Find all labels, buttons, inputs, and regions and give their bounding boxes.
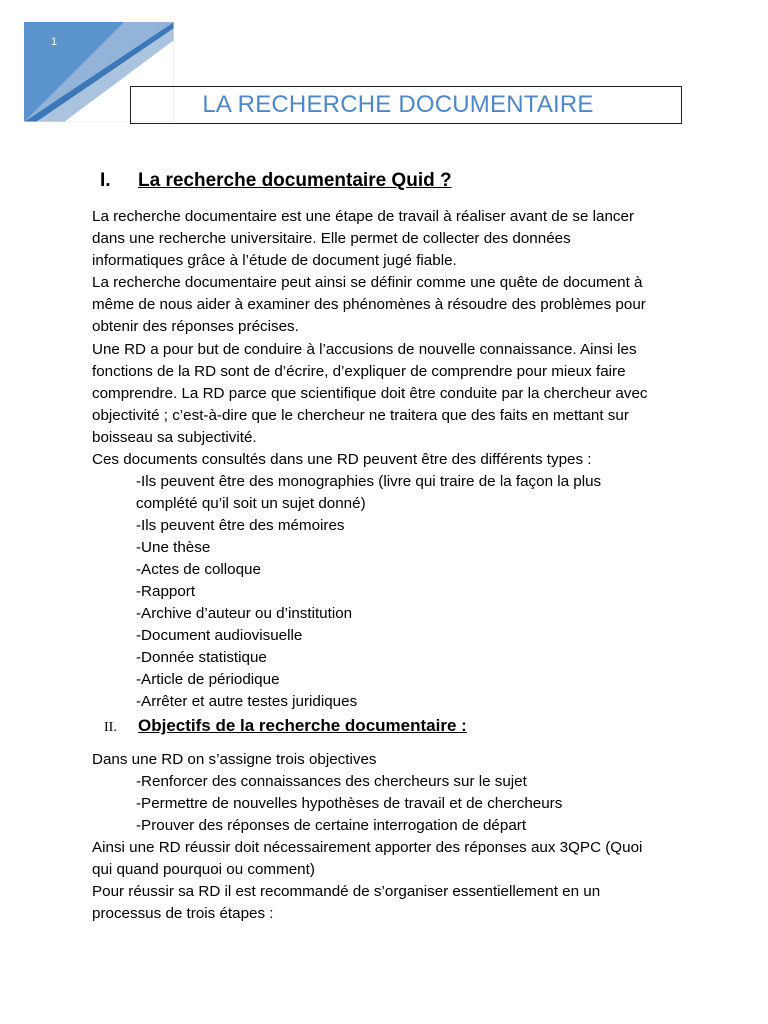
list-item: -Renforcer des connaissances des chercheurs sur le sujet — [136, 773, 527, 790]
paragraph-line: La recherche documentaire peut ainsi se définir comme une quête de document à — [92, 274, 643, 291]
list-item: -Une thèse — [136, 539, 211, 556]
paragraph-line: objectivité ; c’est-à-dire que le chercheur ne traitera que des faits en mettant sur — [92, 407, 629, 424]
section-1-title: La recherche documentaire Quid ? — [138, 170, 452, 191]
list-item: -Ils peuvent être des monographies (livre qui traire de la façon la plus — [136, 473, 602, 490]
document-title: LA RECHERCHE DOCUMENTAIRE — [202, 91, 594, 118]
paragraph-line: Ces documents consultés dans une RD peuvent être des différents types : — [92, 451, 592, 468]
paragraph-line: Dans une RD on s’assigne trois objectives — [92, 751, 377, 768]
section-2-heading — [104, 716, 467, 736]
paragraph-line: Pour réussir sa RD il est recommandé de s’organiser essentiellement en un — [92, 883, 601, 900]
paragraph-line: comprendre. La RD parce que scientifique doit être conduite par la chercheur avec — [92, 385, 648, 402]
list-item: -Arrêter et autre testes juridiques — [136, 693, 358, 710]
section-2-title: Objectifs de la recherche documentaire — [138, 716, 457, 735]
paragraph-line: processus de trois étapes : — [92, 905, 274, 922]
list-item: -Rapport — [136, 583, 196, 600]
list-item: -Prouver des réponses de certaine interrogation de départ — [136, 817, 527, 834]
list-item: -Actes de colloque — [136, 561, 261, 578]
paragraph-line: informatiques grâce à l’étude de document jugé fiable. — [92, 252, 457, 269]
paragraph-line: Ainsi une RD réussir doit nécessairement apporter des réponses aux 3QPC (Quoi — [92, 839, 643, 856]
list-item: -Archive d’auteur ou d’institution — [136, 605, 353, 622]
paragraph-line: boisseau sa subjectivité. — [92, 429, 257, 446]
paragraph-line: La recherche documentaire est une étape de travail à réaliser avant de se lancer — [92, 208, 635, 225]
section-2-colon: : — [456, 716, 467, 735]
paragraph-line: Une RD a pour but de conduire à l’accusions de nouvelle connaissance. Ainsi les — [92, 341, 637, 358]
paragraph-line: fonctions de la RD sont de d’écrire, d’expliquer de comprendre pour mieux faire — [92, 363, 626, 380]
page-number: 1 — [51, 36, 58, 48]
list-item: -Permettre de nouvelles hypothèses de travail et de chercheurs — [136, 795, 563, 812]
paragraph-line: qui quand pourquoi ou comment) — [92, 861, 315, 878]
list-item: -Document audiovisuelle — [136, 627, 303, 644]
section-2-number: II. — [104, 720, 117, 735]
paragraph-line: obtenir des réponses précises. — [92, 318, 299, 335]
title-box — [130, 86, 682, 124]
list-item: -Ils peuvent être des mémoires — [136, 517, 345, 534]
list-item: -Article de périodique — [136, 671, 280, 688]
paragraph-line: dans une recherche universitaire. Elle permet de collecter des données — [92, 230, 571, 247]
list-item: -Donnée statistique — [136, 649, 267, 666]
paragraph-line: même de nous aider à examiner des phénomènes à résoudre des problèmes pour — [92, 296, 646, 313]
section-1-number: I. — [100, 170, 111, 191]
list-item: complété qu’il soit un sujet donné) — [136, 495, 366, 512]
section-1-heading — [100, 170, 452, 192]
